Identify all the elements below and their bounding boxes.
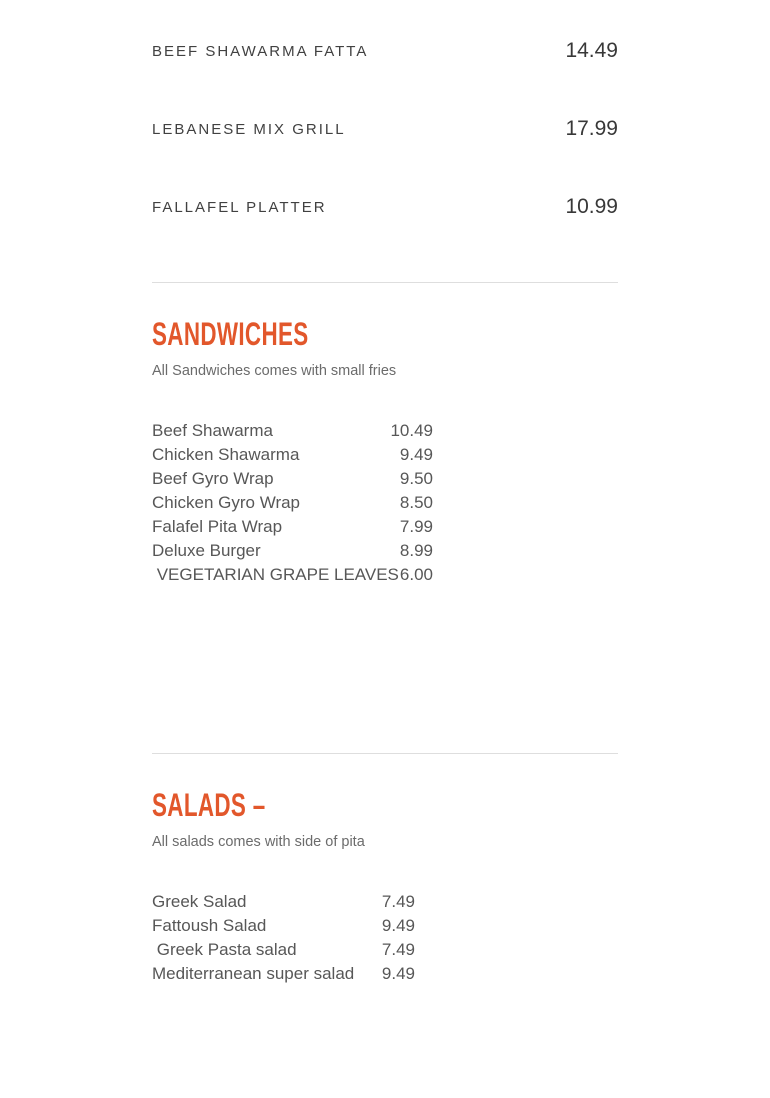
section-title-text: SANDWICHES	[152, 316, 309, 352]
sandwiches-item-list	[152, 419, 618, 587]
menu-item-row	[152, 443, 433, 467]
menu-item-price: 6.00	[399, 565, 433, 584]
menu-item-price: 10.49	[390, 421, 433, 440]
section-subtitle-sandwiches: All Sandwiches comes with small fries	[152, 363, 397, 379]
menu-item-name: Fattoush Salad	[152, 916, 267, 935]
menu-item-price: 7.99	[399, 517, 433, 536]
menu-item-name: Beef Gyro Wrap	[152, 469, 274, 488]
menu-item-name: Greek Salad	[152, 892, 247, 911]
menu-item-name: Chicken Shawarma	[152, 445, 300, 464]
featured-item-name: BEEF SHAWARMA FATTA	[152, 42, 369, 60]
menu-item-price: 8.50	[399, 493, 433, 512]
featured-item-name: LEBANESE MIX GRILL	[152, 120, 346, 138]
menu-section-sandwiches	[152, 315, 618, 587]
menu-item-name: Chicken Gyro Wrap	[152, 493, 301, 512]
menu-page	[152, 0, 618, 986]
menu-item-name: Deluxe Burger	[152, 541, 261, 560]
menu-item-row	[152, 938, 415, 962]
featured-item-price: 17.99	[565, 117, 618, 140]
menu-item-name: Beef Shawarma	[152, 421, 273, 440]
menu-item-row	[152, 491, 433, 515]
menu-item-price: 7.49	[381, 940, 415, 959]
featured-menu-item	[152, 192, 618, 222]
featured-menu-item	[152, 36, 618, 66]
menu-item-row	[152, 914, 415, 938]
section-title-text: SALADS –	[152, 787, 266, 823]
featured-item-price: 10.99	[565, 195, 618, 218]
salads-item-list	[152, 890, 618, 986]
menu-item-row	[152, 467, 433, 491]
menu-item-name: VEGETARIAN GRAPE LEAVES	[152, 565, 399, 584]
menu-item-row	[152, 890, 415, 914]
menu-item-price: 9.49	[381, 916, 415, 935]
menu-item-row	[152, 962, 415, 986]
menu-item-row	[152, 563, 433, 587]
menu-item-row	[152, 539, 433, 563]
section-subtitle-salads: All salads comes with side of pita	[152, 834, 365, 850]
section-title-salads	[152, 786, 618, 824]
section-title-sandwiches	[152, 315, 618, 353]
menu-item-name: Greek Pasta salad	[152, 940, 297, 959]
menu-item-price: 7.49	[381, 892, 415, 911]
featured-item-name: FALLAFEL PLATTER	[152, 198, 327, 216]
section-divider	[152, 282, 618, 283]
menu-item-price: 8.99	[399, 541, 433, 560]
menu-item-row	[152, 419, 433, 443]
menu-item-price: 9.50	[399, 469, 433, 488]
featured-items-list	[152, 36, 618, 222]
section-divider	[152, 753, 618, 754]
menu-item-name: Falafel Pita Wrap	[152, 517, 283, 536]
menu-section-salads	[152, 786, 618, 986]
featured-menu-item	[152, 114, 618, 144]
menu-item-price: 9.49	[381, 964, 415, 983]
featured-item-price: 14.49	[565, 39, 618, 62]
menu-item-row	[152, 515, 433, 539]
menu-item-name: Mediterranean super salad	[152, 964, 355, 983]
menu-item-price: 9.49	[399, 445, 433, 464]
